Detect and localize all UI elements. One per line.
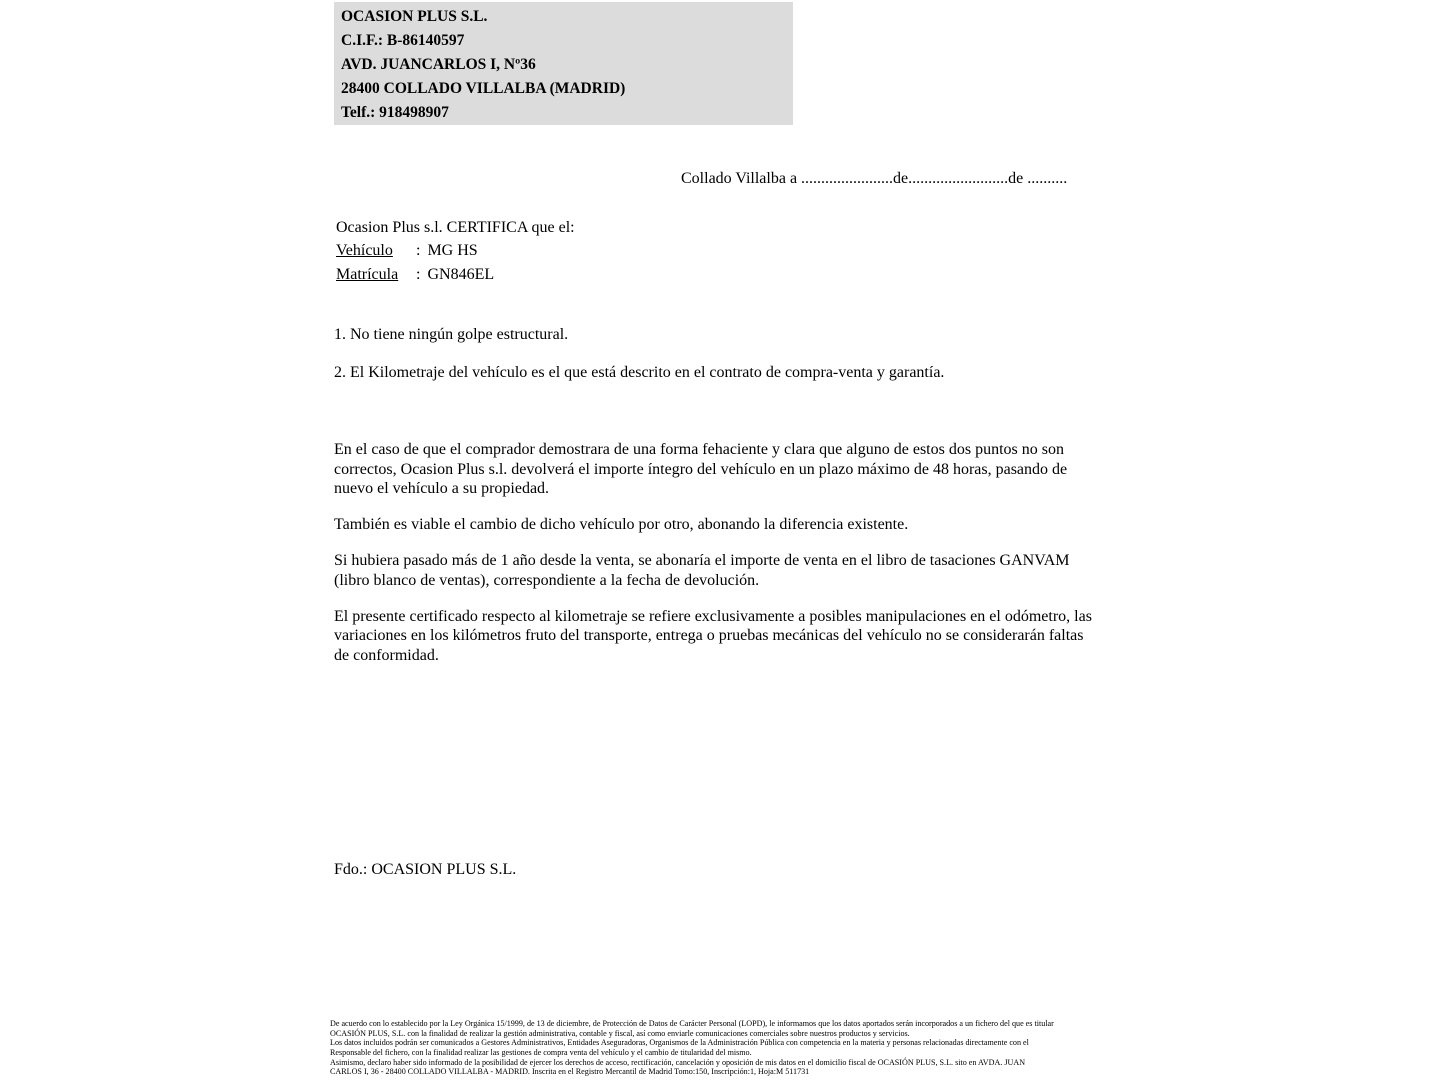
ganvam-paragraph: Si hubiera pasado más de 1 año desde la venta, se abonaría el importe de venta en el libro de tasaciones GANVAM (libro blanco de ventas), correspondiente a la fecha de devolución. (334, 552, 1070, 589)
plate-label-wrap (336, 263, 416, 286)
certification-block (336, 216, 575, 286)
certified-points (334, 325, 1106, 383)
vehicle-field-row (336, 239, 575, 262)
legal-footer-line: CARLOS I, 36 - 28400 COLLADO VILLALBA - MADRID. Inscrita en el Registro Mercantil de Madrid Tomo:150, Inscripción:1, Hoja:M 511731 (330, 1067, 810, 1077)
vehicle-label-wrap (336, 239, 416, 262)
guarantee-paragraph: En el caso de que el comprador demostrara de una forma fehaciente y clara que alguno de estos dos puntos no son correctos, Ocasion Plus s.l. devolverá el importe íntegro del vehículo en un plazo máximo de 48 horas, pasando de nuevo el vehículo a su propiedad. (334, 441, 1068, 497)
company-header-block (334, 2, 793, 125)
legal-footer-line: De acuerdo con lo establecido por la Ley Orgánica 15/1999, de 13 de diciembre, de Protección de Datos de Carácter Personal (LOPD), le informamos que los datos aportados serán incorporados a un fichero del que es titular (330, 1019, 1054, 1028)
certification-intro: Ocasion Plus s.l. CERTIFICA que el: (336, 219, 575, 236)
point-1: 1. No tiene ningún golpe estructural. (334, 326, 569, 343)
company-name: OCASION PLUS S.L. (341, 8, 488, 25)
company-phone: Telf.: 918498907 (341, 104, 449, 121)
company-address: AVD. JUANCARLOS I, Nº36 (341, 56, 536, 73)
company-cif: C.I.F.: B-86140597 (341, 32, 465, 49)
date-line: Collado Villalba a .......................de.........................de .......... (681, 170, 1068, 187)
company-city: 28400 COLLADO VILLALBA (MADRID) (341, 80, 626, 97)
legal-footer-line: Responsable del fichero, con la finalidad realizar las gestiones de compra venta del vehículo y el cambio de titularidad del mismo. (330, 1047, 752, 1057)
plate-label: Matrícula (336, 265, 399, 283)
point-2: 2. El Kilometraje del vehículo es el que está descrito en el contrato de compra-venta y garantía. (334, 364, 945, 381)
vehicle-label: Vehículo (336, 242, 393, 260)
legal-footer (330, 1019, 1120, 1077)
legal-footer-line: Asimismo, declaro haber sido informado de la posibilidad de ejercer los derechos de acceso, rectificación, cancelación y oposición de mis datos en el domicilio fiscal de OCASIÓN PLUS, S.L. sito en AVDA. JUAN (330, 1057, 1026, 1067)
plate-value: GN846EL (427, 265, 495, 283)
vehicle-separator: : (416, 242, 421, 260)
exchange-paragraph: También es viable el cambio de dicho vehículo por otro, abonando la diferencia existente. (334, 516, 909, 533)
legal-footer-line: OCASIÓN PLUS, S.L. con la finalidad de realizar la gestión administrativa, contable y fiscal, así como enviarle comunicaciones comerciales sobre nuestros productos y servicios. (330, 1028, 910, 1038)
plate-separator: : (416, 265, 421, 283)
plate-field-row (336, 263, 575, 286)
odometer-paragraph: El presente certificado respecto al kilometraje se refiere exclusivamente a posibles manipulaciones en el odómetro, las variaciones en los kilómetros fruto del transporte, entrega o pruebas mecánicas del vehículo no se considerarán faltas de conformidad. (334, 607, 1092, 664)
vehicle-value: MG HS (427, 242, 478, 260)
legal-footer-line: Los datos incluidos podrán ser comunicados a Gestores Administrativos, Entidades Aseguradoras, Organismos de la Administración Pública con competencia en la materia y personas relacionadas directamente con el (330, 1038, 1029, 1048)
signature-line: Fdo.: OCASION PLUS S.L. (334, 861, 517, 878)
body-paragraphs (334, 440, 1100, 682)
